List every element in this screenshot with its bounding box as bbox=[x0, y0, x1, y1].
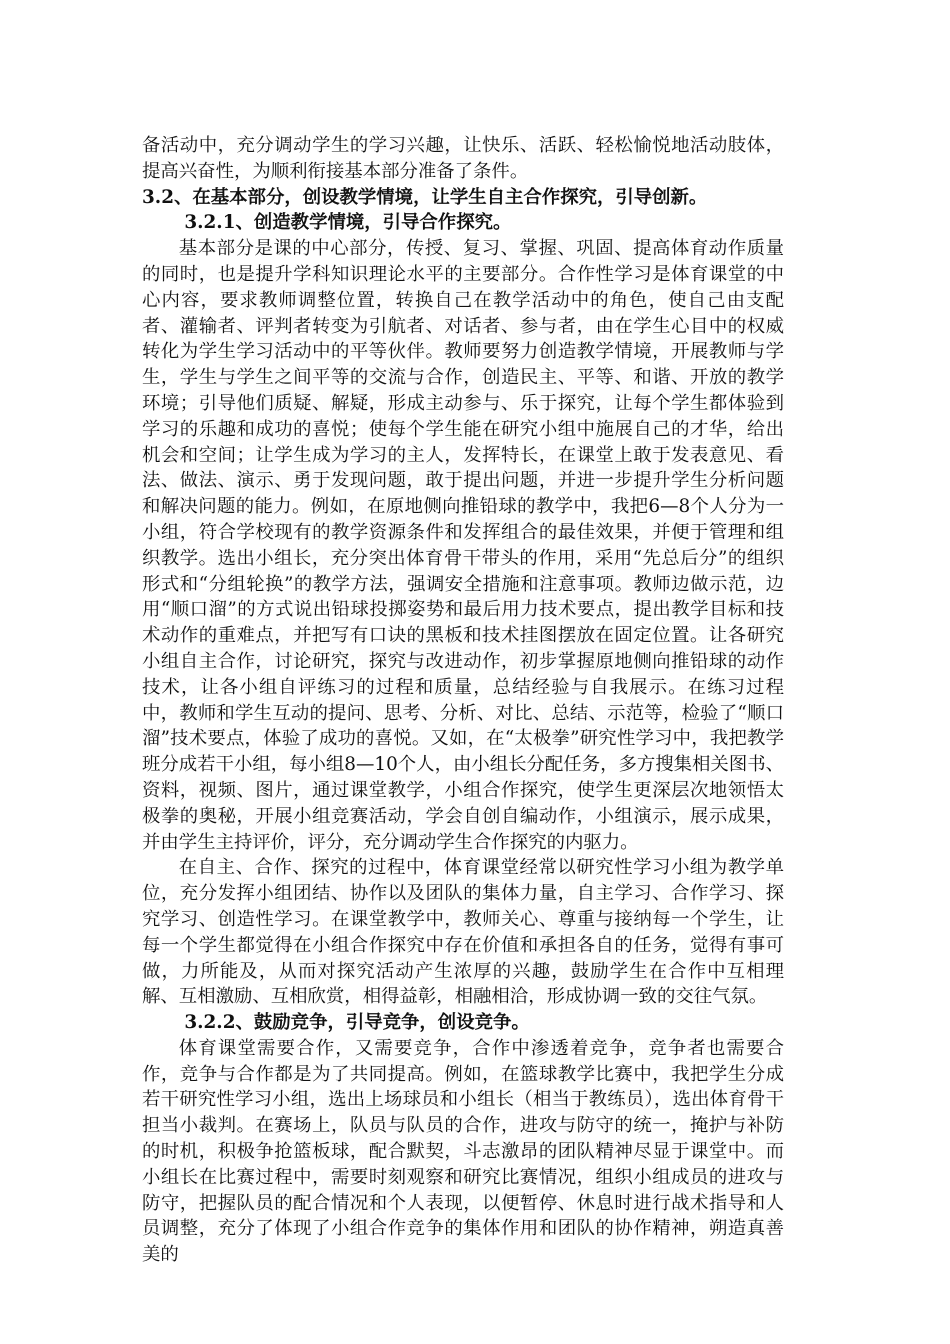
paragraph-basic-part: 基本部分是课的中心部分，传授、复习、掌握、巩固、提高体育动作质量的同时，也是提升学科知识理论水平的主要部分。合作性学习是体育课堂的中心内容，要求教师调整位置，转换自己在教学活动中的角色，使自己由支配者、灌输者、评判者转变为引航者、对话者、参与者，由在学生心目中的权威转化为学生学习活动中的平等伙伴。教师要努力创造教学情境，开展教师与学生，学生与学生之间平等的交流与合作，创造民主、平等、和谐、开放的教学环境；引导他们质疑、解疑，形成主动参与、乐于探究，让每个学生都体验到学习的乐趣和成功的喜悦；使每个学生能在研究小组中施展自己的才华，给出机会和空间；让学生成为学习的主人，发挥特长，在课堂上敢于发表意见、看法、做法、演示、勇于发现问题，敢于提出问题，并进一步提升学生分析问题和解决问题的能力。例如，在原地侧向推铅球的教学中，我把6—8个人分为一小组，符合学校现有的教学资源条件和发挥组合的最佳效果，并便于管理和组织教学。选出小组长，充分突出体育骨干带头的作用，采用“先总后分”的组织形式和“分组轮换”的教学方法，强调安全措施和注意事项。教师边做示范，边用“顺口溜”的方式说出铅球投掷姿势和最后用力技术要点，提出教学目标和技术动作的重难点，并把写有口诀的黑板和技术挂图摆放在固定位置。让各研究小组自主合作，讨论研究，探究与改进动作，初步掌握原地侧向推铅球的动作技术，让各小组自评练习的过程和质量，总结经验与自我展示。在练习过程中，教师和学生互动的提问、思考、分析、对比、总结、示范等，检验了“顺口溜”技术要点，体验了成功的喜悦。又如，在“太极拳”研究性学习中，我把教学班分成若干小组，每小组8—10个人，由小组长分配任务，多方搜集相关图书、资料，视频、图片，通过课堂教学，小组合作探究，使学生更深层次地领悟太极拳的奥秘，开展小组竞赛活动，学会自创自编动作，小组演示，展示成果，并由学生主持评价，评分，充分调动学生合作探究的内驱力。 bbox=[142, 238, 784, 853]
paragraph-cooperation: 在自主、合作、探究的过程中，体育课堂经常以研究性学习小组为教学单位，充分发挥小组团结、协作以及团队的集体力量，自主学习、合作学习、探究学习、创造性学习。在课堂教学中，教师关心、尊重与接纳每一个学生，让每一个学生都觉得在小组合作探究中存在价值和承担各自的任务，觉得有事可做，力所能及，从而对探究活动产生浓厚的兴趣，鼓励学生在合作中互相理解、互相激励、互相欣赏，相得益彰，相融相洽，形成协调一致的交往气氛。 bbox=[142, 857, 784, 1008]
paragraph-competition: 体育课堂需要合作，又需要竞争，合作中渗透着竞争，竞争者也需要合作，竞争与合作都是为了共同提高。例如，在篮球教学比赛中，我把学生分成若干研究性学习小组，选出上场球员和小组长（相当于教练员），选出体育骨干担当小裁判。在赛场上，队员与队员的合作，进攻与防守的统一，掩护与补防的时机，积极争抢篮板球，配合默契，斗志激昂的团队精神尽显于课堂中。而小组长在比赛过程中，需要时刻观察和研究比赛情况，组织小组成员的进攻与防守，把握队员的配合情况和个人表现，以便暂停、休息时进行战术指导和人员调整，充分了体现了小组合作竞争的集体作用和团队的协作精神，朔造真善美的 bbox=[142, 1037, 784, 1266]
paragraph-continued: 备活动中，充分调动学生的学习兴趣，让快乐、活跃、轻松愉悦地活动肢体，提高兴奋性，为顺利衔接基本部分准备了条件。 bbox=[142, 135, 784, 182]
subsection-heading-3-2-1: 3.2.1、创造教学情境，引导合作探究。 bbox=[184, 212, 512, 234]
subsection-heading-3-2-2: 3.2.2、鼓励竞争，引导竞争，创设竞争。 bbox=[184, 1012, 530, 1034]
document-page bbox=[142, 133, 784, 1268]
section-heading-3-2: 3.2、在基本部分，创设教学情境，让学生自主合作探究，引导创新。 bbox=[142, 186, 708, 208]
